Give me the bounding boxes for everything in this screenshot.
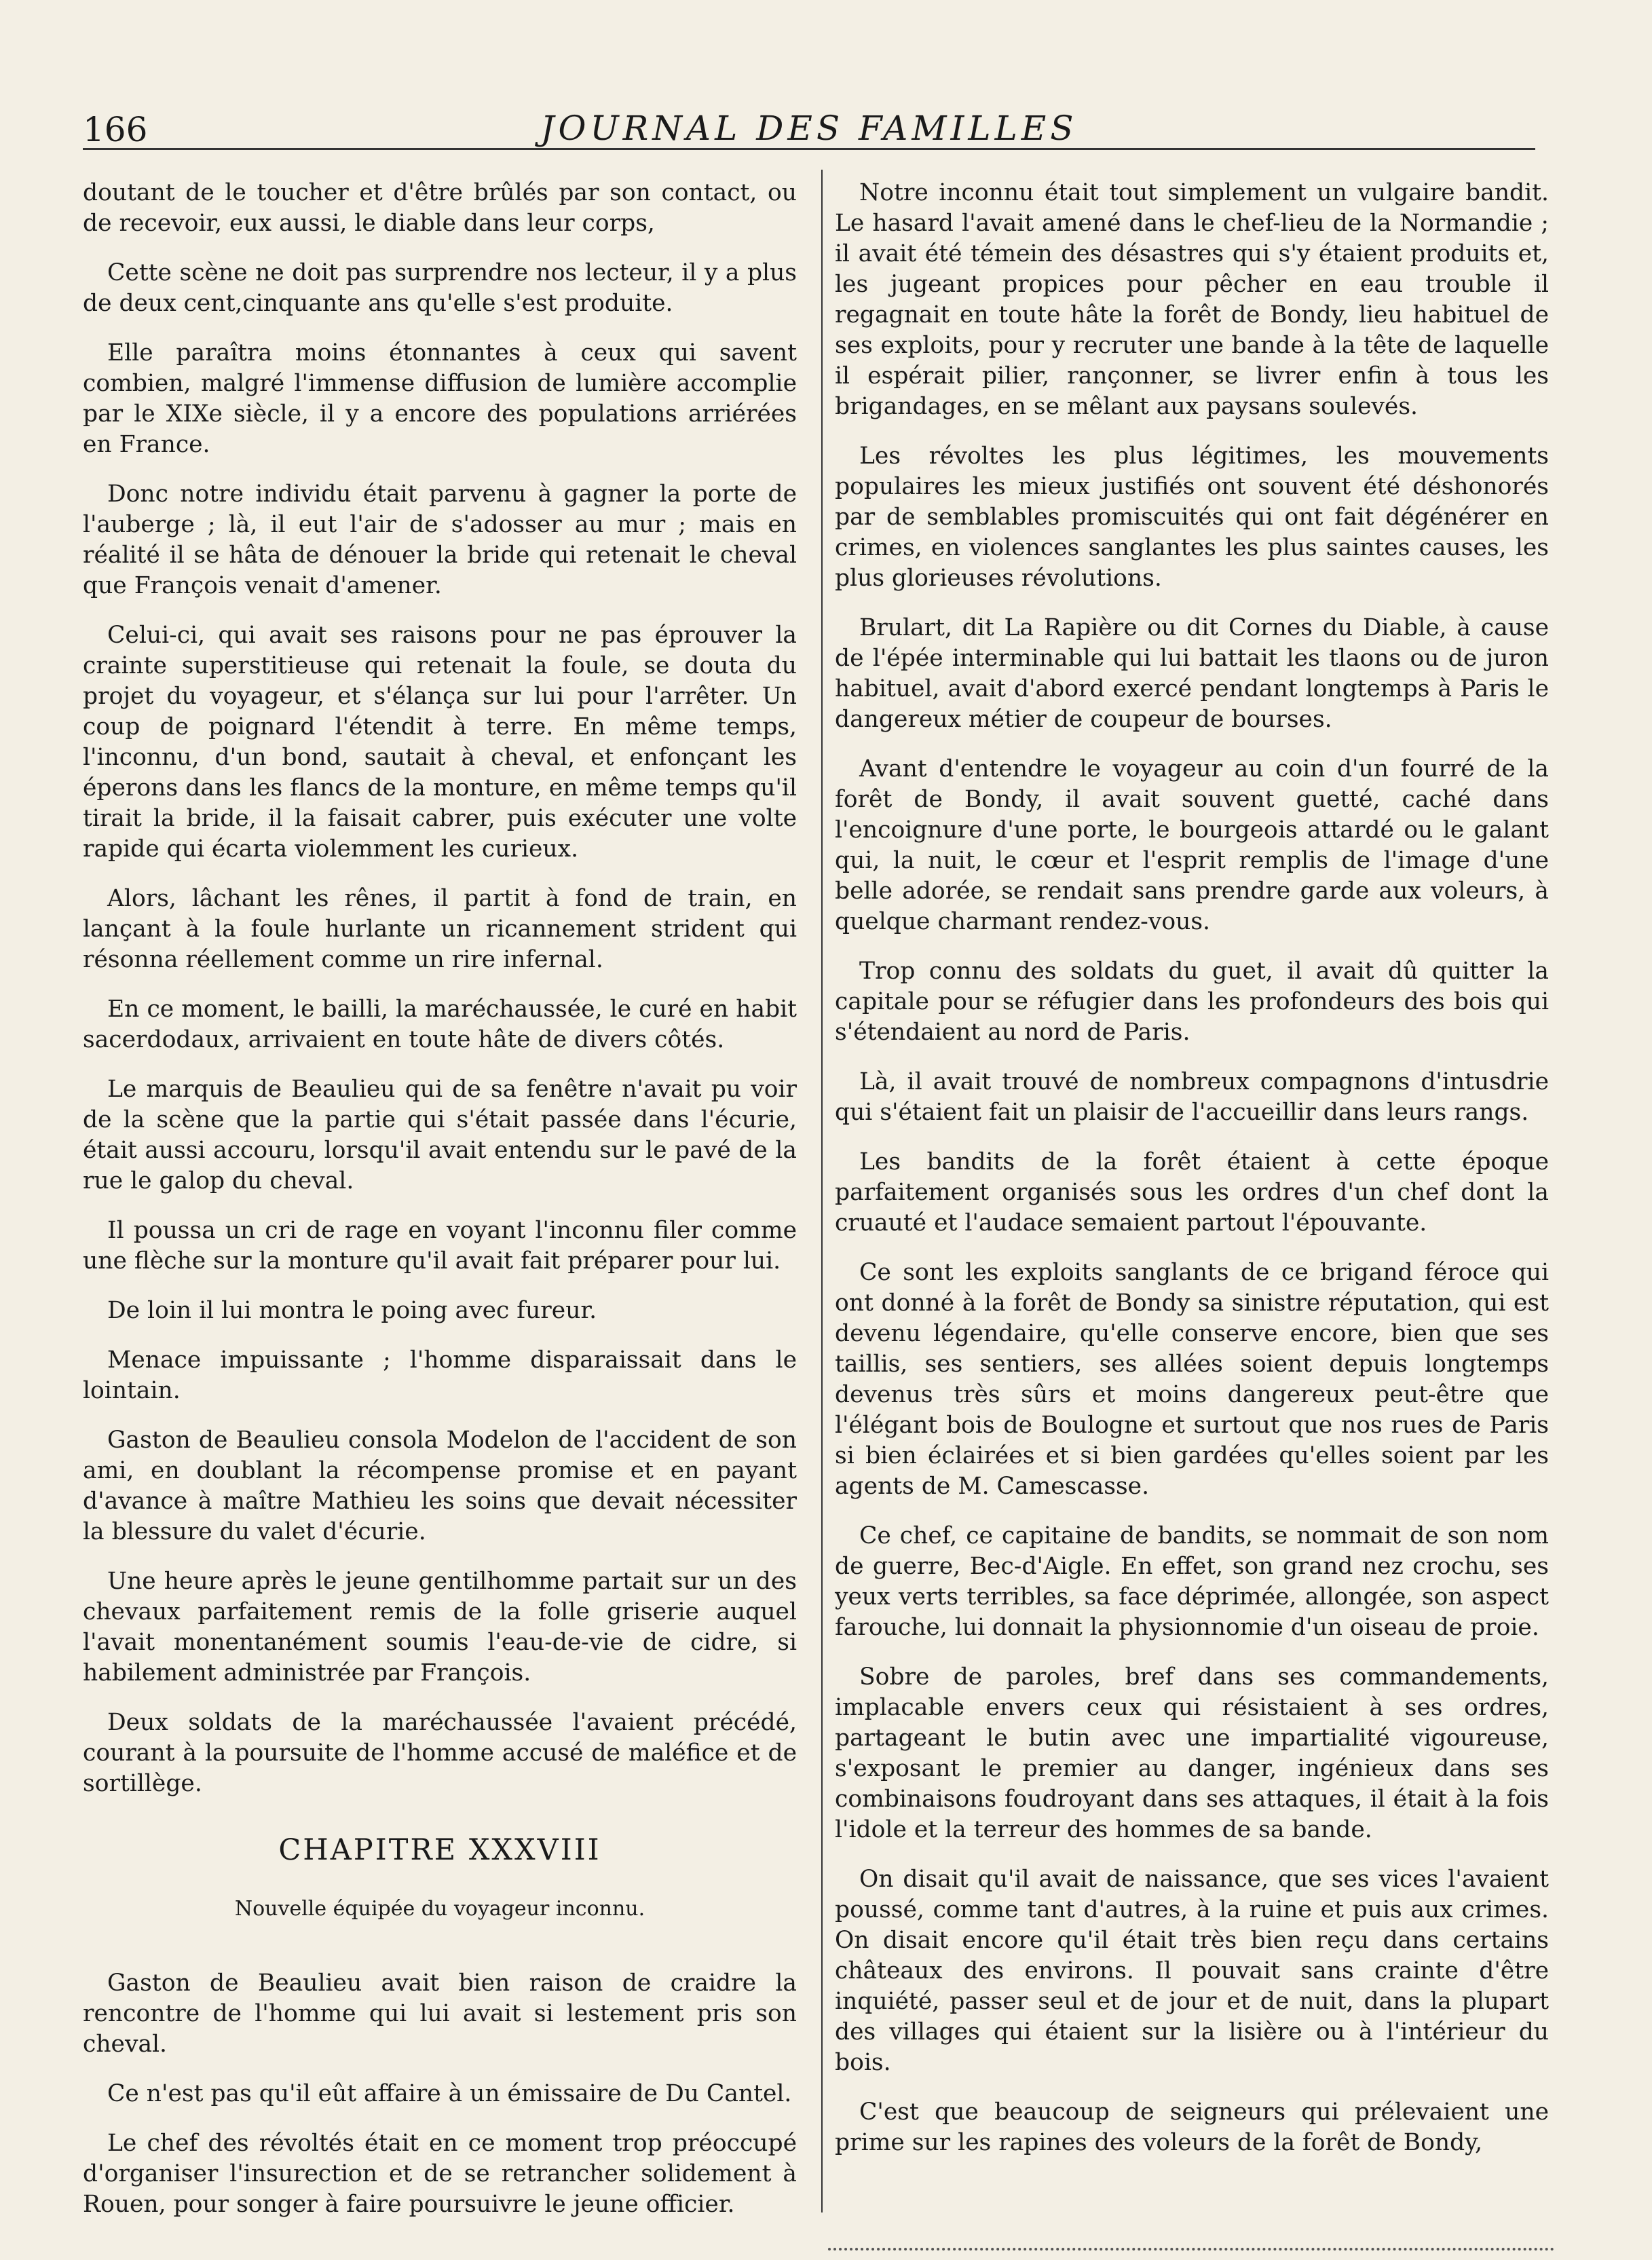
paragraph: De loin il lui montra le poing avec fureur. (107, 1297, 597, 1324)
paragraph: Brulart, dit La Rapière ou dit Cornes du Diable, à cause de l'épée interminable qui lui battait les tlaons ou de juron habituel, avait d'abord exercé pendant longtemps à Paris le dangereux métier de coupeur de bourses. (835, 614, 1549, 733)
chapter-title: CHAPITRE XXXVIII (278, 1833, 601, 1867)
left-column (83, 178, 797, 2239)
paragraph: Alors, lâchant les rênes, il partit à fond de train, en lançant à la foule hurlante un ricannement strident qui résonna réellement comme un rire infernal. (83, 885, 797, 973)
paragraph: On disait qu'il avait de naissance, que ses vices l'avaient poussé, comme tant d'autres, à la ruine et puis aux crimes. On disait encore qu'il était très bien reçu dans certains châteaux des environs. Il pouvait sans crainte d'être inquiété, passer seul et de jour et de nuit, dans la plupart des villages qui étaient sur la lisière ou à l'intérieur du bois. (835, 1866, 1549, 2076)
journal-title: JOURNAL DES FAMILLES (540, 109, 1078, 148)
paragraph: Elle paraîtra moins étonnantes à ceux qui savent combien, malgré l'immense diffusion de lumière accomplie par le XIXe siècle, il y a encore des populations arriérées en France. (83, 339, 797, 458)
column-divider (821, 170, 823, 2212)
paragraph: Là, il avait trouvé de nombreux compagnons d'intusdrie qui s'étaient fait un plaisir de l'accueillir dans leurs rangs. (835, 1068, 1549, 1126)
paragraph: Menace impuissante ; l'homme disparaissait dans le lointain. (83, 1346, 797, 1404)
paragraph: Avant d'entendre le voyageur au coin d'un fourré de la forêt de Bondy, il avait souvent guetté, caché dans l'encoignure d'une porte, le bourgeois attardé ou le galant qui, la nuit, le cœur et l'esprit remplis de l'image d'une belle adorée, se rendait sans prendre garde aux voleurs, à quelque charmant rendez-vous. (835, 755, 1549, 935)
paragraph: Le marquis de Beaulieu qui de sa fenêtre n'avait pu voir de la scène que la partie qui s'était passée dans l'écurie, était aussi accouru, lorsqu'il avait entendu sur le pavé de la rue le galop du cheval. (83, 1076, 797, 1194)
paragraph: Gaston de Beaulieu avait bien raison de craidre la rencontre de l'homme qui lui avait si lestement pris son cheval. (83, 1970, 797, 2058)
paragraph: doutant de le toucher et d'être brûlés par son contact, ou de recevoir, eux aussi, le diable dans leur corps, (83, 179, 797, 237)
paragraph: Les bandits de la forêt étaient à cette époque parfaitement organisés sous les ordres d'un chef dont la cruauté et l'audace semaient partout l'épouvante. (835, 1148, 1549, 1237)
paragraph: Le chef des révoltés était en ce moment trop préoccupé d'organiser l'insurection et de se retrancher solidement à Rouen, pour songer à faire poursuivre le jeune officier. (83, 2130, 797, 2218)
paragraph: Cette scène ne doit pas surprendre nos lecteur, il y a plus de deux cent,cinquante ans qu'elle s'est produite. (83, 259, 797, 317)
paragraph: Il poussa un cri de rage en voyant l'inconnu filer comme une flèche sur la monture qu'il avait fait préparer pour lui. (83, 1217, 797, 1275)
paragraph: Sobre de paroles, bref dans ses commandements, implacable envers ceux qui résistaient à ses ordres, partageant le butin avec une impartialité vigoureuse, s'exposant le premier au danger, ingénieux dans ses combinaisons foudroyant dans ses attaques, il était à la fois l'idole et la terreur des hommes de sa bande. (835, 1663, 1549, 1843)
paragraph: Donc notre individu était parvenu à gagner la porte de l'auberge ; là, il eut l'air de s'adosser au mur ; mais en réalité il se hâta de dénouer la bride qui retenait le cheval que François venait d'amener. (83, 481, 797, 599)
footer-rule (828, 2248, 1554, 2250)
paragraph: Notre inconnu était tout simplement un vulgaire bandit. Le hasard l'avait amené dans le chef-lieu de la Normandie ; il avait été témein des désastres qui s'y étaient produits et, les jugeant propices pour pêcher en eau trouble il regagnait en toute hâte la forêt de Bondy, lieu habituel de ses exploits, pour y recruter une bande à la tête de laquelle il espérait pilier, rançonner, se livrer enfin à tous les brigandages, en se mêlant aux paysans soulevés. (835, 179, 1549, 420)
paragraph: C'est que beaucoup de seigneurs qui prélevaient une prime sur les rapines des voleurs de la forêt de Bondy, (835, 2098, 1549, 2156)
paragraph: Deux soldats de la maréchaussée l'avaient précédé, courant à la poursuite de l'homme accusé de maléfice et de sortillège. (83, 1709, 797, 1797)
chapter-subtitle: Nouvelle équipée du voyageur inconnu. (234, 1897, 645, 1921)
paragraph: Ce n'est pas qu'il eût affaire à un émissaire de Du Cantel. (107, 2080, 792, 2107)
paragraph: Une heure après le jeune gentilhomme partait sur un des chevaux parfaitement remis de la folle griserie auquel l'avait monentanément soumis l'eau-de-vie de cidre, si habilement administrée par François. (83, 1568, 797, 1687)
paragraph: Ce chef, ce capitaine de bandits, se nommait de son nom de guerre, Bec-d'Aigle. En effet, son grand nez crochu, ses yeux verts terribles, sa face déprimée, allongée, son aspect farouche, lui donnait la physionnomie d'un oiseau de proie. (835, 1522, 1549, 1641)
header-rule (83, 148, 1535, 150)
paragraph: Gaston de Beaulieu consola Modelon de l'accident de son ami, en doublant la récompense promise et en payant d'avance à maître Mathieu les soins que devait nécessiter la blessure du valet d'écurie. (83, 1427, 797, 1545)
paragraph: Trop connu des soldats du guet, il avait dû quitter la capitale pour se réfugier dans les profondeurs des bois qui s'étendaient au nord de Paris. (835, 958, 1549, 1046)
paragraph: Les révoltes les plus légitimes, les mouvements populaires les mieux justifiés ont souvent été déshonorés par de semblables promiscuités qui ont fait dégénérer en crimes, en violences sanglantes les plus saintes causes, les plus glorieuses révolutions. (835, 442, 1549, 592)
paragraph: Ce sont les exploits sanglants de ce brigand féroce qui ont donné à la forêt de Bondy sa sinistre réputation, qui est devenu légendaire, qu'elle conserve encore, bien que ses taillis, ses sentiers, ses allées soient depuis longtemps devenus très sûrs et moins dangereux peut-être que l'élégant bois de Boulogne et surtout que nos rues de Paris si bien éclairées et si bien gardées qu'elles soient par les agents de M. Camescasse. (835, 1259, 1549, 1500)
paragraph: Celui-ci, qui avait ses raisons pour ne pas éprouver la crainte superstitieuse qui retenait la foule, se douta du projet du voyageur, et s'élança sur lui pour l'arrêter. Un coup de poignard l'étendit à terre. En même temps, l'inconnu, d'un bond, sautait à cheval, et enfonçant les éperons dans les flancs de la monture, en même temps qu'il tirait la bride, il la faisait cabrer, puis exécuter une volte rapide qui écarta violemment les curieux. (83, 622, 797, 863)
right-column (835, 178, 1549, 2177)
page-number: 166 (83, 110, 148, 149)
paragraph: En ce moment, le bailli, la maréchaussée, le curé en habit sacerdodaux, arrivaient en toute hâte de divers côtés. (83, 996, 797, 1053)
